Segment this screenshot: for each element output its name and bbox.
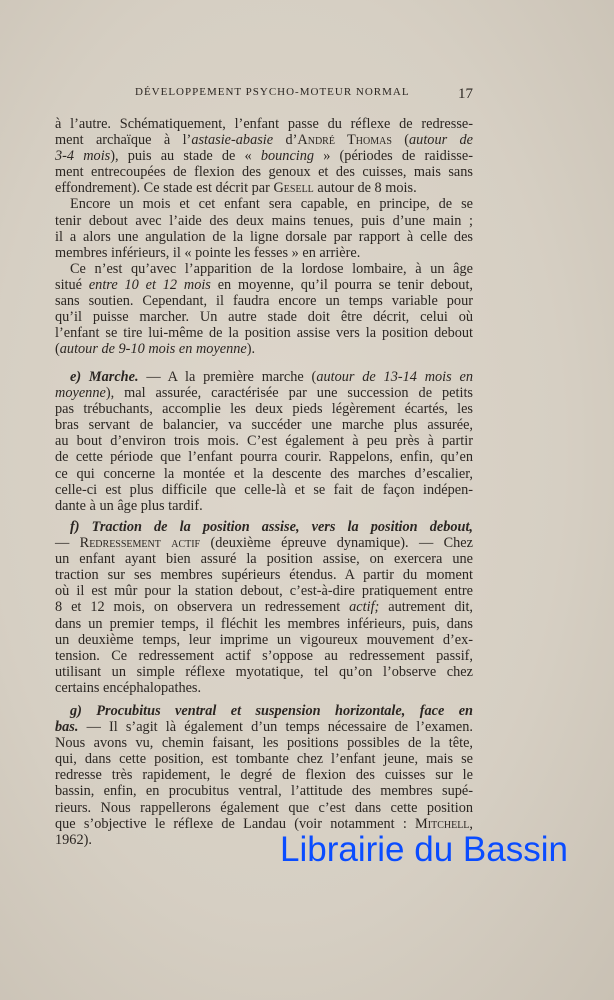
text-run: pas trébuchants, accomplie les deux pieds légèrement écartés, les bbox=[55, 401, 473, 418]
text-line bbox=[55, 433, 473, 449]
text-line bbox=[55, 148, 473, 164]
text-line bbox=[55, 277, 473, 293]
text-line bbox=[55, 213, 473, 229]
text-run: André Thomas bbox=[297, 132, 392, 149]
text-line bbox=[55, 567, 473, 583]
text-run: autour de bbox=[409, 132, 474, 149]
text-line bbox=[55, 449, 473, 465]
text-run: qui, dans cette position, est tombante chez l’enfant jeune, mais se bbox=[55, 751, 473, 768]
section-f-traction bbox=[55, 519, 473, 696]
text-run: Ce n’est qu’avec l’apparition de la lordose lombaire, à un âge bbox=[70, 260, 473, 277]
text-run: — Il s’agit là également d’un temps nécessaire de l’examen. bbox=[78, 719, 473, 736]
text-line bbox=[55, 164, 473, 180]
text-run: dante à un âge plus tardif. bbox=[55, 497, 203, 514]
text-run: ce qui concerne la montée et la descente des marches d’escalier, bbox=[55, 465, 473, 482]
text-run: où il est mûr pour la station debout, c’est-à-dire pratiquement entre bbox=[55, 583, 473, 600]
text-run: ), mal assurée, caractérisée par une succession de petits bbox=[105, 385, 473, 402]
text-line bbox=[55, 783, 473, 799]
text-line bbox=[55, 680, 473, 696]
text-run: situé bbox=[55, 276, 89, 293]
text-line bbox=[55, 719, 473, 735]
text-run: g) Procubitus ventral et suspension horizontale, face en bbox=[70, 703, 473, 719]
text-line bbox=[55, 180, 473, 196]
text-run: tension. Ce redressement actif s’oppose au redressement passif, bbox=[55, 647, 473, 664]
text-line bbox=[55, 417, 473, 433]
text-line bbox=[55, 341, 473, 357]
text-run: (deuxième épreuve dynamique). — Chez bbox=[200, 535, 473, 552]
text-line bbox=[55, 751, 473, 767]
text-run: bassin, enfin, en procubitus ventral, l’attitude des membres supé- bbox=[55, 783, 473, 800]
text-run: ment archaïque à l’ bbox=[55, 132, 192, 149]
text-line bbox=[55, 800, 473, 816]
text-run: utilisant un simple réflexe myotatique, tel qu’on l’observe chez bbox=[55, 663, 473, 680]
paragraph-intro bbox=[55, 116, 473, 357]
page-number: 17 bbox=[458, 86, 473, 102]
text-run: Encore un mois et cet enfant sera capable, en principe, de se bbox=[70, 196, 473, 213]
text-run: redresse très rapidement, le degré de flexion des cuisses sur le bbox=[55, 767, 473, 784]
text-line bbox=[55, 229, 473, 245]
watermark-logo: Librairie du Bassin bbox=[280, 830, 568, 869]
text-line bbox=[55, 632, 473, 648]
text-run: astasie-abasie bbox=[191, 132, 274, 149]
text-line bbox=[55, 648, 473, 664]
text-run: de cette période que l’enfant pourra courir. Rappelons, enfin, qu’en bbox=[55, 449, 473, 466]
text-run: celle-ci est plus difficile que celle-là et se fait de façon indépen- bbox=[55, 481, 473, 498]
text-run: membres inférieurs, il « pointe les fesses » en arrière. bbox=[55, 244, 361, 261]
text-run: au bout d’environ trois mois. C’est également à peu près à partir bbox=[55, 433, 473, 450]
text-run: tenir debout avec l’aide des deux mains tenues, puis d’une main ; bbox=[55, 212, 473, 229]
text-run: dans un premier temps, il fléchit les membres inférieurs, puis, dans bbox=[55, 615, 473, 632]
text-run: actif; bbox=[349, 599, 380, 616]
text-line bbox=[55, 767, 473, 783]
text-run: » (périodes de raidisse- bbox=[314, 148, 473, 165]
text-run: à l’autre. Schématiquement, l’enfant passe du réflexe de redresse- bbox=[55, 116, 473, 132]
text-run: 8 et 12 mois, on observera un redressement bbox=[55, 599, 350, 616]
text-run: l’enfant se tire lui-même de la position assise vers la position debout bbox=[55, 325, 473, 342]
text-run: un enfant ayant bien assuré la position assise, on exercera une bbox=[55, 551, 473, 568]
section-e-marche bbox=[55, 369, 473, 514]
text-run: entre 10 et 12 mois bbox=[88, 276, 211, 293]
text-run: en moyenne, qu’il pourra se tenir debout, bbox=[210, 276, 474, 293]
text-line bbox=[55, 735, 473, 751]
text-run: ment entrecoupées de flexion des genoux et des cuisses, mais sans bbox=[55, 164, 473, 181]
text-line bbox=[55, 401, 473, 417]
text-line bbox=[55, 599, 473, 615]
text-run: moyenne bbox=[55, 385, 106, 402]
text-line bbox=[55, 616, 473, 632]
text-run: ). bbox=[246, 341, 256, 358]
text-line bbox=[55, 261, 473, 277]
text-line bbox=[55, 583, 473, 599]
text-run: d’ bbox=[273, 132, 298, 149]
text-line bbox=[55, 196, 473, 212]
text-run: certains encéphalopathes. bbox=[55, 679, 202, 696]
text-run: traction sur ses membres supérieurs étendus. A partir du moment bbox=[55, 567, 473, 584]
text-line bbox=[55, 703, 473, 719]
text-line bbox=[55, 519, 473, 535]
text-run: effondrement). Ce stade est décrit par bbox=[55, 180, 274, 197]
running-header: DÉVELOPPEMENT PSYCHO-MOTEUR NORMAL bbox=[135, 86, 410, 98]
text-line bbox=[55, 551, 473, 567]
text-run: qu’il puisse marcher. Un autre stade doit être décrit, celui où bbox=[55, 309, 473, 326]
text-line bbox=[55, 132, 473, 148]
text-line bbox=[55, 116, 473, 132]
text-run: un deuxième temps, leur imprime un vigoureux mouvement d’ex- bbox=[55, 631, 473, 648]
text-run: — A la première marche ( bbox=[138, 369, 317, 385]
text-run: rieurs. Nous rappellerons également que c’est dans cette position bbox=[55, 799, 473, 816]
section-g-procubitus bbox=[55, 703, 473, 848]
text-run: bras servant de balancier, va succéder une marche plus assurée, bbox=[55, 417, 473, 434]
text-run: Mitchell, bbox=[415, 815, 473, 832]
text-line bbox=[55, 466, 473, 482]
text-run: Gesell bbox=[273, 180, 314, 197]
text-run: — bbox=[55, 535, 80, 552]
text-run: autour de 13-14 mois en bbox=[316, 369, 473, 385]
text-run: Nous avons vu, chemin faisant, les positions possibles de la tête, bbox=[55, 735, 473, 752]
text-run: que s’objective le réflexe de Landau (voir notamment : bbox=[55, 815, 416, 832]
text-run: sans soutien. Cependant, il faudra encore un temps variable pour bbox=[55, 293, 473, 310]
text-run: 3-4 mois bbox=[55, 148, 111, 165]
text-run: ( bbox=[55, 341, 60, 358]
text-run: ( bbox=[391, 132, 410, 149]
text-line bbox=[55, 498, 473, 514]
text-line bbox=[55, 325, 473, 341]
text-run: e) Marche. bbox=[70, 369, 139, 385]
text-line bbox=[55, 293, 473, 309]
text-run: il a alors une angulation de la ligne dorsale par rapport à celle des bbox=[55, 228, 473, 245]
text-line bbox=[55, 535, 473, 551]
text-run: autour de 9-10 mois en moyenne bbox=[59, 341, 247, 358]
text-run: bas. bbox=[55, 719, 79, 736]
text-run: bouncing bbox=[260, 148, 315, 165]
text-run: Redressement actif bbox=[79, 535, 201, 552]
text-line bbox=[55, 664, 473, 680]
text-line bbox=[55, 482, 473, 498]
text-run: autour de 8 mois. bbox=[313, 180, 417, 197]
text-run: ), puis au stade de « bbox=[110, 148, 261, 165]
text-line bbox=[55, 245, 473, 261]
text-run: 1962). bbox=[55, 831, 92, 848]
text-line bbox=[55, 385, 473, 401]
text-run: autrement dit, bbox=[379, 599, 473, 616]
text-run: f) Traction de la position assise, vers la position debout, bbox=[70, 519, 473, 535]
text-line bbox=[55, 369, 473, 385]
text-line bbox=[55, 309, 473, 325]
